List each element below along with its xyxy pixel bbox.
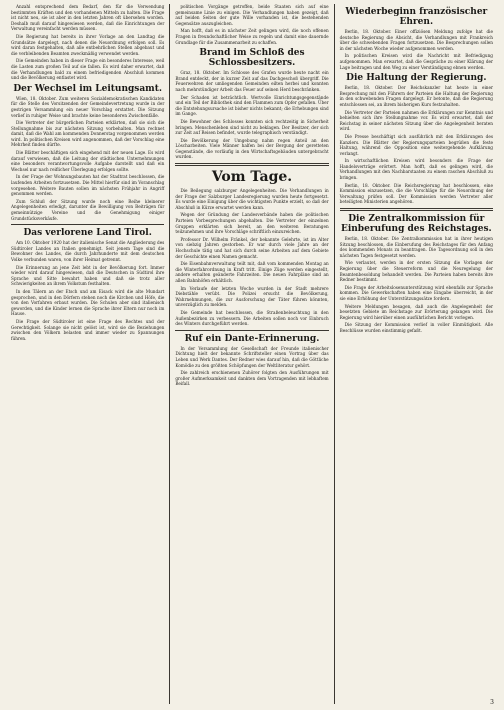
column-right (335, 4, 498, 704)
article-paragraph: Die Blätter beschäftigen sich eingehend mit der neuen Lage. Es wird darauf verwiesen, daß die Leitung der städtischen Unternehmungen eine besonders verantwortungsvolle Aufgabe darstellt und daß ein Wechsel nur nach reiflicher Überlegung erfolgen sollte. (11, 150, 165, 172)
article-headline: Die Zentralkommission für Einberufung des Reichstages. (340, 214, 492, 235)
article-paragraph: Berlin, 18. Oktober. Der Reichskanzler hat heute in einer Besprechung mit den Führern der Parteien die Haltung der Regierung in den schwebenden Fragen dargelegt. Er betonte, daß die Regierung entschlossen sei, an ihrem bisherigen Kurs festzuhalten. (339, 85, 493, 107)
section-title: Vom Tage. (211, 169, 293, 186)
column-divider (175, 163, 328, 166)
article-paragraph: Zum Schluß der Sitzung wurde noch eine Reihe kleinerer Angelegenheiten erledigt, darunter die Bewilligung von Beiträgen für gemeinnützige Vereine und die Genehmigung einiger Grundstücksverkäufe. (11, 198, 165, 221)
article-paragraph: Die Regierung hat bereits in ihrer Vorlage an den Landtag die Grundsätze dargelegt, nach denen die Neuordnung erfolgen soll. Es wird daran festgehalten, daß alle entbehrlichen Stellen abgebaut und die verbleibenden Beamten zweckmäßig verwendet werden. (11, 33, 165, 56)
article-paragraph: Graz, 18. Oktober. Im Schlosse des Grafen wurde heute nacht ein Brand entdeckt, der in kurzer Zeit auf das Dachgeschoß übergriff. Die Feuerwehren der umliegenden Gemeinden eilten herbei und konnten nach mehrstündiger Arbeit das Feuer auf seinen Herd beschränken. (175, 70, 329, 92)
article-paragraph: Am 10. Oktober 1920 hat der italienische Senat die Angliederung des Südtiroler Landes an Italien genehmigt. Seit jenem Tage sind die Bewohner des Landes, die durch Jahrhunderte mit dem deutschen Volke verbunden waren, von ihrer Heimat getrennt. (11, 240, 165, 262)
page-number: 3 (490, 699, 494, 706)
article-paragraph: Die Beilegung salzburger Angelegenheiten. Die Verhandlungen in der Frage der Salzburger Landesregierung wurden heute fortgesetzt. Es wurde eine Einigung über die wichtigsten Punkte erzielt, so daß der Abschluß in Kürze erwartet werden kann. (175, 188, 329, 210)
article-paragraph: Wien, 18. Oktober. Zum weiteren Sozialdemokratischen Kandidaten für die Stelle des Vorsitzenden der Gemeindevertretung wurde in der gestrigen Versammlung ein neuer Vorschlag erstattet. Die Sitzung verlief in ruhiger Weise und brachte keine besonderen Zwischenfälle. (11, 95, 165, 118)
article-paragraph: Die Vertreter der Parteien nahmen die Erklärungen zur Kenntnis und behielten sich ihre Stellungnahme vor. Es wird erwartet, daß der Reichstag in seiner nächsten Sitzung über die Angelegenheit beraten wird. (339, 109, 493, 132)
article-paragraph: Der Schaden ist beträchtlich. Wertvolle Einrichtungsgegenstände und ein Teil der Bibliothek sind den Flammen zum Opfer gefallen. Über die Entstehungsursache ist bisher nichts bekannt; die Erhebungen sind im Gange. (175, 94, 329, 117)
article-paragraph: Die Gemeinde hat beschlossen, die Straßenbeleuchtung in den Außenbezirken zu verbessern. Die Arbeiten sollen noch vor Einbruch des Winters durchgeführt werden. (175, 309, 329, 327)
article-paragraph: Weitere Meldungen besagen, daß auch die Angelegenheit der besetzten Gebiete im Reichstage zur Erörterung gelangen wird. Die Regierung wird hierüber einen ausführlichen Bericht vorlegen. (339, 303, 493, 320)
article-paragraph: In wirtschaftlichen Kreisen wird besonders die Frage der Handelsverträge erörtert. Man hofft, daß es gelingen wird, die Verhandlungen mit den Nachbarstaaten zu einem raschen Abschluß zu bringen. (339, 158, 493, 181)
article-paragraph: Die Frage der Arbeitslosenunterstützung wird ebenfalls zur Sprache kommen. Die Gewerkschaften haben eine Eingabe überreicht, in der sie eine Erhöhung der Unterstützungssätze fordern. (339, 284, 493, 301)
article-paragraph: In der Frage der Wohnungsbauten hat der Stadtrat beschlossen, die laufenden Arbeiten fortzusetzen. Die Mittel hierfür sind im Voranschlag vorgesehen. Weitere Bauten sollen im nächsten Frühjahr in Angriff genommen werden. (11, 174, 165, 197)
article-headline: Wiederbeginn französischer Ehren. (345, 7, 488, 27)
column-divider (340, 208, 493, 211)
article-paragraph: Berlin, 18. Oktober. Die Zentralkommission hat in ihrer heutigen Sitzung beschlossen, die Einberufung des Reichstages für den Anfang des kommenden Monats zu beantragen. Die Tagesordnung soll in den nächsten Tagen festgesetzt werden. (339, 236, 493, 258)
article-paragraph: Wegen der Gründung der Landesverbände haben die politischen Parteien Vorbesprechungen abgehalten. Die Vertreter der einzelnen Gruppen erklärten sich bereit, an den weiteren Beratungen teilzunehmen und ihre Vorschläge schriftlich einzureichen. (175, 212, 329, 235)
column-middle (170, 4, 334, 704)
columns (6, 4, 498, 704)
article-headline: Brand im Schloß des Schlossbesitzers. (199, 48, 305, 69)
article-paragraph: Die zahlreich erschienenen Zuhörer folgten den Ausführungen mit großer Aufmerksamkeit und dankten dem Vortragenden mit lebhaftem Beifall. (175, 370, 329, 387)
article-paragraph: In der Versammlung der Gesellschaft der Freunde italienischer Dichtung hielt der bekannte Schriftsteller einen Vortrag über das Leben und Werk Dantes. Der Redner wies darauf hin, daß die Göttliche Komödie zu den größten Schöpfungen der Weltliteratur gehört. (175, 345, 329, 368)
article-paragraph: Die Bevölkerung der Umgebung nahm regen Anteil an den Löscharbeiten. Viele Männer halfen bei der Bergung der geretteten Gegenstände, die vorläufig in den Wirtschaftsgebäuden untergebracht wurden. (175, 137, 329, 160)
article-paragraph: Die Gemeinden haben in dieser Frage ein besonderes Interesse, weil die Lasten zum großen Teil auf sie fallen. Es wird daher erwartet, daß die Verhandlungen bald zu einem befriedigenden Abschluß kommen und die Bevölkerung entlastet wird. (11, 58, 165, 81)
article-paragraph: Die Bewohner des Schlosses konnten sich rechtzeitig in Sicherheit bringen. Menschenleben sind nicht zu beklagen. Der Besitzer, der sich zur Zeit auf Reisen befindet, wurde telegraphisch verständigt. (175, 118, 329, 136)
article-paragraph: Professor Dr. Wilhelm Fränkel, der bekannte Gelehrte, ist im Alter von siebzig Jahren gestorben. Er war durch viele Jahre an der Hochschule tätig und hat sich durch seine Arbeiten auf dem Gebiete der Geschichte einen Namen gemacht. (175, 236, 329, 259)
column-left (6, 4, 170, 704)
article-paragraph: Wie verlautet, werden in der ersten Sitzung die Vorlagen der Regierung über die Steuerreform und die Neuregelung der Beamtenbesoldung behandelt werden. Die Parteien haben bereits ihre Redner bestimmt. (339, 260, 493, 283)
article-paragraph: Im Verlaufe der letzten Woche wurden in der Stadt mehrere Diebstähle verübt. Die Polizei ersucht die Bevölkerung, Wahrnehmungen, die zur Ausforschung der Täter führen könnten, unverzüglich zu melden. (175, 285, 329, 308)
column-divider (175, 330, 328, 331)
article-paragraph: politischen Vorgänge getroffen, beide Staaten sich auf eine gemeinsame Linie zu einigen. Die Verhandlungen haben gezeigt, daß auf beiden Seiten der gute Wille vorhanden ist, die bestehenden Gegensätze auszugleichen. (175, 4, 329, 26)
article-paragraph: Man hofft, daß es in nächster Zeit gelingen wird, die noch offenen Fragen in freundschaftlicher Weise zu regeln und damit eine dauernde Grundlage für die Zusammenarbeit zu schaffen. (175, 28, 329, 45)
article-paragraph: Berlin, 18. Oktober. Einer offiziösen Meldung zufolge hat die deutsche Regierung die Absicht, die Verhandlungen mit Frankreich über die schwebenden Fragen fortzusetzen. Die Besprechungen sollen in der nächsten Woche wieder aufgenommen werden. (339, 29, 493, 51)
article-paragraph: In den Tälern an der Etsch und am Eisack wird die alte Mundart gesprochen, und in den Dörfern stehen noch die Kirchen und Höfe, die von den Vorfahren erbaut wurden. Die Schulen aber sind italienisch geworden, und die Kinder lernen die Sprache ihrer Eltern nur noch im Hause. (11, 288, 165, 317)
article-paragraph: Die Sitzung der Kommission verlief in voller Einmütigkeit. Alle Beschlüsse wurden einstimmig gefaßt. (339, 322, 493, 333)
article-headline: Die Haltung der Regierung. (346, 73, 487, 84)
article-headline: Der Wechsel im Leitungsamt. (13, 83, 162, 94)
article-paragraph: Berlin, 18. Oktober. Die Reichsregierung hat beschlossen, eine Kommission einzusetzen, die die Vorschläge für die Neuordnung der Verwaltung prüfen soll. Der Kommission werden Vertreter aller beteiligten Ministerien angehören. (339, 182, 493, 205)
article-paragraph: Die Eisenbahnverwaltung teilt mit, daß vom kommenden Montag an die Winterfahrordnung in Kraft tritt. Einige Züge werden eingestellt, andere erhalten geänderte Fahrzeiten. Die neuen Fahrpläne sind an allen Bahnhöfen erhältlich. (175, 261, 329, 283)
article-paragraph: Die Frage der Südtiroler ist eine Frage des Rechtes und der Gerechtigkeit. Solange sie nicht gelöst ist, wird sie die Beziehungen zwischen den Völkern belasten und immer wieder zu Spannungen führen. (11, 318, 165, 341)
article-paragraph: Die Erinnerung an jene Zeit lebt in der Bevölkerung fort. Immer wieder wird darauf hingewiesen, daß die Deutschen in Südtirol ihre Sprache und Sitte bewahrt haben und daß sie trotz aller Schwierigkeiten an ihrem Volkstum festhalten. (11, 264, 165, 287)
article-paragraph: In politischen Kreisen wird die Nachricht mit Befriedigung aufgenommen. Man erwartet, daß die Gespräche zu einer Klärung der Lage beitragen und den Weg zu einer Verständigung ebnen werden. (339, 53, 493, 70)
article-paragraph: Die Vertreter der bürgerlichen Parteien erklärten, daß sie sich die Stellungnahme bis zur nächsten Sitzung vorbehalten. Man rechnet damit, daß die Wahl am kommenden Donnerstag vorgenommen werden wird. In politischen Kreisen wird angenommen, daß der Vorschlag eine Mehrheit finden dürfte. (11, 120, 165, 148)
column-divider (11, 224, 164, 225)
article-headline: Das verlorene Land Tirol. (23, 228, 152, 239)
article-headline: Ruf ein Dante-Erinnerung. (184, 333, 320, 344)
article-paragraph: Anzahl entsprechend dem Bedarf, den für die Verwendung bestimmten Kräften und den vorhandenen Mitteln zu halten. Die Frage ist nicht neu, sie ist aber in den letzten Jahren oft übersehen worden. Deshalb muß darauf hingewiesen werden, daß die Einrichtungen der Verwaltung vereinfacht werden müssen. (11, 4, 165, 32)
article-paragraph: Die Presse beschäftigt sich ausführlich mit den Erklärungen des Kanzlers. Die Blätter der Regierungsparteien begrüßen die feste Haltung, während die Opposition eine weitergehende Aufklärung verlangt. (339, 133, 493, 156)
